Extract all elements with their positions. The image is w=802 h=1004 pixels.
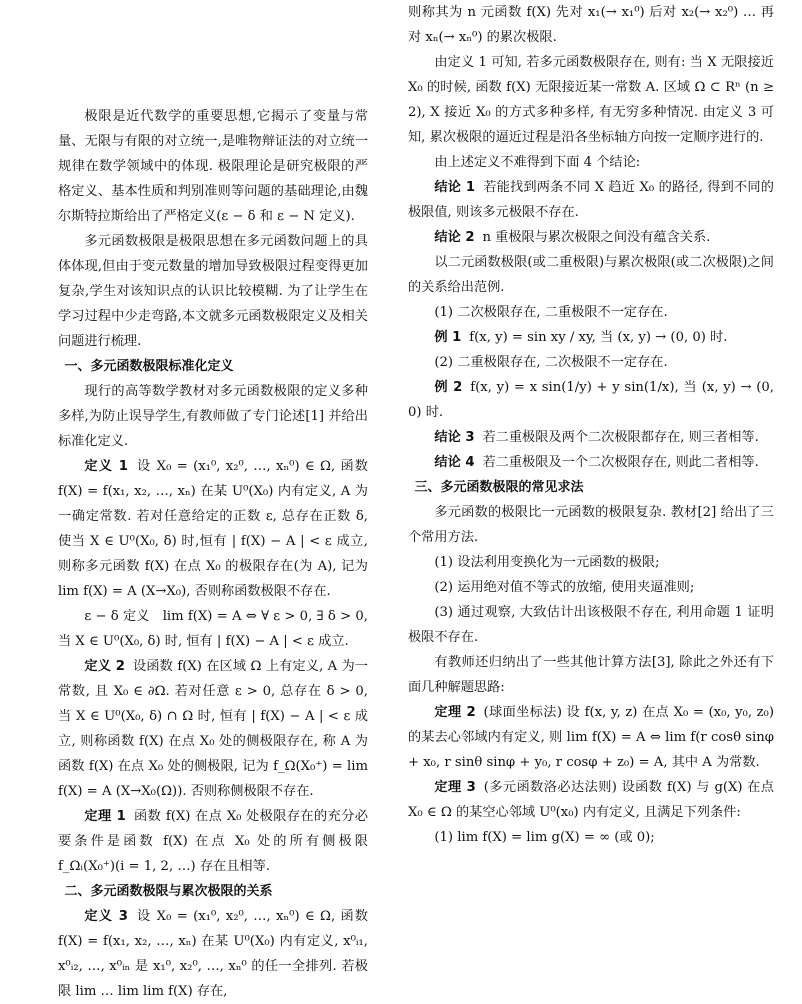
paragraph bbox=[408, 825, 774, 850]
paragraph-text: 若二重极限及一个二次极限存在, 则此二者相等. bbox=[482, 455, 759, 470]
paragraph-text: 以二元函数极限(或二重极限)与累次极限(或二次极限)之间的关系给出范例. bbox=[408, 255, 774, 295]
paragraph bbox=[58, 104, 368, 229]
paragraph-text: 设函数 f(X) 在区域 Ω 上有定义, A 为一常数, 且 X₀ ∈ ∂Ω. 若对任意 ε > 0, 总存在 δ > 0, 当 X ∈ U⁰(X₀, δ) ∩ Ω 时, 恒有 | f(X) − A | < ε 成立, 则称函数 f(X) 在点 X₀ 处的侧极限存在, 称 A 为函数 f(X) 在点 X₀ 处的侧极限, 记为 f_Ω(X₀⁺) = lim f(X) = A (X→X₀(Ω)). 否则称侧极限不存在. bbox=[58, 659, 368, 799]
paragraph-text: 现行的高等数学教材对多元函数极限的定义多种多样,为防止误导学生,有教师做了专门论述[1] 并给出标准化定义. bbox=[58, 384, 368, 449]
paragraph bbox=[408, 500, 774, 550]
paragraph bbox=[408, 0, 774, 50]
labeled-paragraph bbox=[58, 804, 368, 879]
paragraph-text: (1) lim f(X) = lim g(X) = ∞ (或 0); bbox=[434, 830, 655, 845]
paragraph-label: 结论 2 bbox=[434, 230, 475, 245]
paragraph bbox=[408, 50, 774, 150]
section-heading-text: 二、多元函数极限与累次极限的关系 bbox=[64, 884, 273, 899]
section-heading-text: 三、多元函数极限的常见求法 bbox=[414, 480, 584, 495]
paragraph bbox=[408, 350, 774, 375]
paragraph-text: 函数 f(X) 在点 X₀ 处极限存在的充分必要条件是函数 f(X) 在点 X₀ 处的所有侧极限 f_Ωᵢ(X₀⁺)(i = 1, 2, …) 存在且相等. bbox=[58, 809, 368, 874]
paragraph-text: 若二重极限及两个二次极限都存在, 则三者相等. bbox=[482, 430, 759, 445]
paragraph-label: 定义 2 bbox=[84, 659, 125, 674]
labeled-paragraph bbox=[408, 425, 774, 450]
paragraph bbox=[408, 600, 774, 650]
paragraph-text: 若能找到两条不同 X 趋近 X₀ 的路径, 得到不同的极限值, 则该多元极限不存在. bbox=[408, 180, 774, 220]
paragraph bbox=[408, 150, 774, 175]
paragraph bbox=[408, 250, 774, 300]
labeled-paragraph bbox=[408, 700, 774, 775]
paragraph-text: 多元函数极限是极限思想在多元函数问题上的具体体现,但由于变元数量的增加导致极限过程变得更加复杂,学生对该知识点的认识比较模糊. 为了让学生在学习过程中少走弯路,本文就多元函数极限定义及相关问题进行梳理. bbox=[58, 234, 368, 349]
paragraph-text: 则称其为 n 元函数 f(X) 先对 x₁(→ x₁⁰) 后对 x₂(→ x₂⁰) … 再对 xₙ(→ xₙ⁰) 的累次极限. bbox=[408, 5, 774, 45]
paragraph-text: (1) 二次极限存在, 二重极限不一定存在. bbox=[434, 305, 668, 320]
paragraph bbox=[58, 379, 368, 454]
paragraph-text: (多元函数洛必达法则) 设函数 f(X) 与 g(X) 在点 X₀ ∈ Ω 的某空心邻域 U⁰(x₀) 内有定义, 且满足下列条件: bbox=[408, 780, 774, 820]
labeled-paragraph bbox=[408, 450, 774, 475]
paragraph bbox=[58, 604, 368, 654]
paragraph bbox=[408, 550, 774, 575]
paragraph-label: 定理 2 bbox=[434, 705, 476, 720]
paragraph-text: 由定义 1 可知, 若多元函数极限存在, 则有: 当 X 无限接近 X₀ 的时候, 函数 f(X) 无限接近某一常数 A. 区域 Ω ⊂ Rⁿ (n ≥ 2), X 接近 X₀ 的方式多种多样, 有无穷多种情况. 由定义 3 可知, 累次极限的逼近过程是沿各坐标轴方向按一定顺序进行的. bbox=[408, 55, 774, 145]
labeled-paragraph bbox=[58, 454, 368, 604]
labeled-paragraph bbox=[408, 375, 774, 425]
labeled-paragraph bbox=[408, 325, 774, 350]
paragraph-text: (3) 通过观察, 大致估计出该极限不存在, 利用命题 1 证明极限不存在. bbox=[408, 605, 774, 645]
section-heading bbox=[58, 879, 368, 904]
paragraph bbox=[408, 650, 774, 700]
paragraph bbox=[58, 229, 368, 354]
paragraph-text: 多元函数的极限比一元函数的极限复杂. 教材[2] 给出了三个常用方法. bbox=[408, 505, 774, 545]
paragraph bbox=[408, 300, 774, 325]
section-heading-text: 一、多元函数极限标准化定义 bbox=[64, 359, 234, 374]
paragraph-text: ε − δ 定义 lim f(X) = A ⇔ ∀ ε > 0, ∃ δ > 0, 当 X ∈ U⁰(X₀, δ) 时, 恒有 | f(X) − A | < ε 成立. bbox=[58, 609, 368, 649]
paragraph-text: n 重极限与累次极限之间没有蕴含关系. bbox=[482, 230, 711, 245]
paragraph-text: 设 X₀ = (x₁⁰, x₂⁰, …, xₙ⁰) ∈ Ω, 函数 f(X) = f(x₁, x₂, …, xₙ) 在某 U⁰(X₀) 内有定义, x⁰ᵢ₁, x⁰ᵢ₂, …, x⁰ᵢₙ 是 x₁⁰, x₂⁰, …, xₙ⁰ 的任一全排列. 若极限 lim … lim lim f(X) 存在, bbox=[58, 909, 368, 999]
paragraph bbox=[408, 575, 774, 600]
labeled-paragraph bbox=[408, 225, 774, 250]
paragraph-text: (球面坐标法) 设 f(x, y, z) 在点 X₀ = (x₀, y₀, z₀) 的某去心邻域内有定义, 则 lim f(X) = A ⇔ lim f(r cosθ sinφ + x₀, r sinθ sinφ + y₀, r cosφ + z₀) = A, 其中 A 为常数. bbox=[408, 705, 774, 770]
section-heading bbox=[58, 354, 368, 379]
paragraph-text: (2) 运用绝对值不等式的放缩, 使用夹逼准则; bbox=[434, 580, 695, 595]
paragraph-text: f(x, y) = x sin(1/y) + y sin(1/x), 当 (x, y) → (0, 0) 时. bbox=[408, 380, 774, 420]
paragraph-label: 结论 4 bbox=[434, 455, 475, 470]
paragraph-label: 例 2 bbox=[434, 380, 463, 395]
right-column bbox=[408, 0, 774, 850]
paragraph-label: 结论 1 bbox=[434, 180, 476, 195]
paragraph-label: 结论 3 bbox=[434, 430, 475, 445]
labeled-paragraph bbox=[408, 175, 774, 225]
paragraph-text: (2) 二重极限存在, 二次极限不一定存在. bbox=[434, 355, 668, 370]
paragraph-label: 定理 3 bbox=[434, 780, 476, 795]
labeled-paragraph bbox=[58, 904, 368, 1004]
paragraph-label: 定理 1 bbox=[84, 809, 126, 824]
paragraph-label: 定义 3 bbox=[84, 909, 128, 924]
paragraph-text: (1) 设法利用变换化为一元函数的极限; bbox=[434, 555, 660, 570]
left-column bbox=[58, 104, 368, 1004]
paragraph-text: 设 X₀ = (x₁⁰, x₂⁰, …, xₙ⁰) ∈ Ω, 函数 f(X) = f(x₁, x₂, …, xₙ) 在某 U⁰(X₀) 内有定义, A 为一确定常数. 若对任意给定的正数 ε, 总存在正数 δ, 使当 X ∈ U⁰(X₀, δ) 时,恒有 | f(X) − A | < ε 成立,则称多元函数 f(X) 在点 X₀ 的极限存在(为 A), 记为 lim f(X) = A (X→X₀), 否则称函数极限不存在. bbox=[58, 459, 368, 599]
labeled-paragraph bbox=[408, 775, 774, 825]
paragraph-label: 定义 1 bbox=[84, 459, 128, 474]
labeled-paragraph bbox=[58, 654, 368, 804]
paragraph-text: 极限是近代数学的重要思想,它揭示了变量与常量、无限与有限的对立统一,是唯物辩证法的对立统一规律在数学领域中的体现. 极限理论是研究极限的严格定义、基本性质和判别准则等问题的基础理论,由魏尔斯特拉斯给出了严格定义(ε − δ 和 ε − N 定义). bbox=[58, 109, 368, 224]
paragraph-text: 由上述定义不难得到下面 4 个结论: bbox=[434, 155, 641, 170]
section-heading bbox=[408, 475, 774, 500]
paragraph-text: 有教师还归纳出了一些其他计算方法[3], 除此之外还有下面几种解题思路: bbox=[408, 655, 774, 695]
paragraph-label: 例 1 bbox=[434, 330, 462, 345]
paragraph-text: f(x, y) = sin xy / xy, 当 (x, y) → (0, 0) 时. bbox=[469, 330, 728, 345]
